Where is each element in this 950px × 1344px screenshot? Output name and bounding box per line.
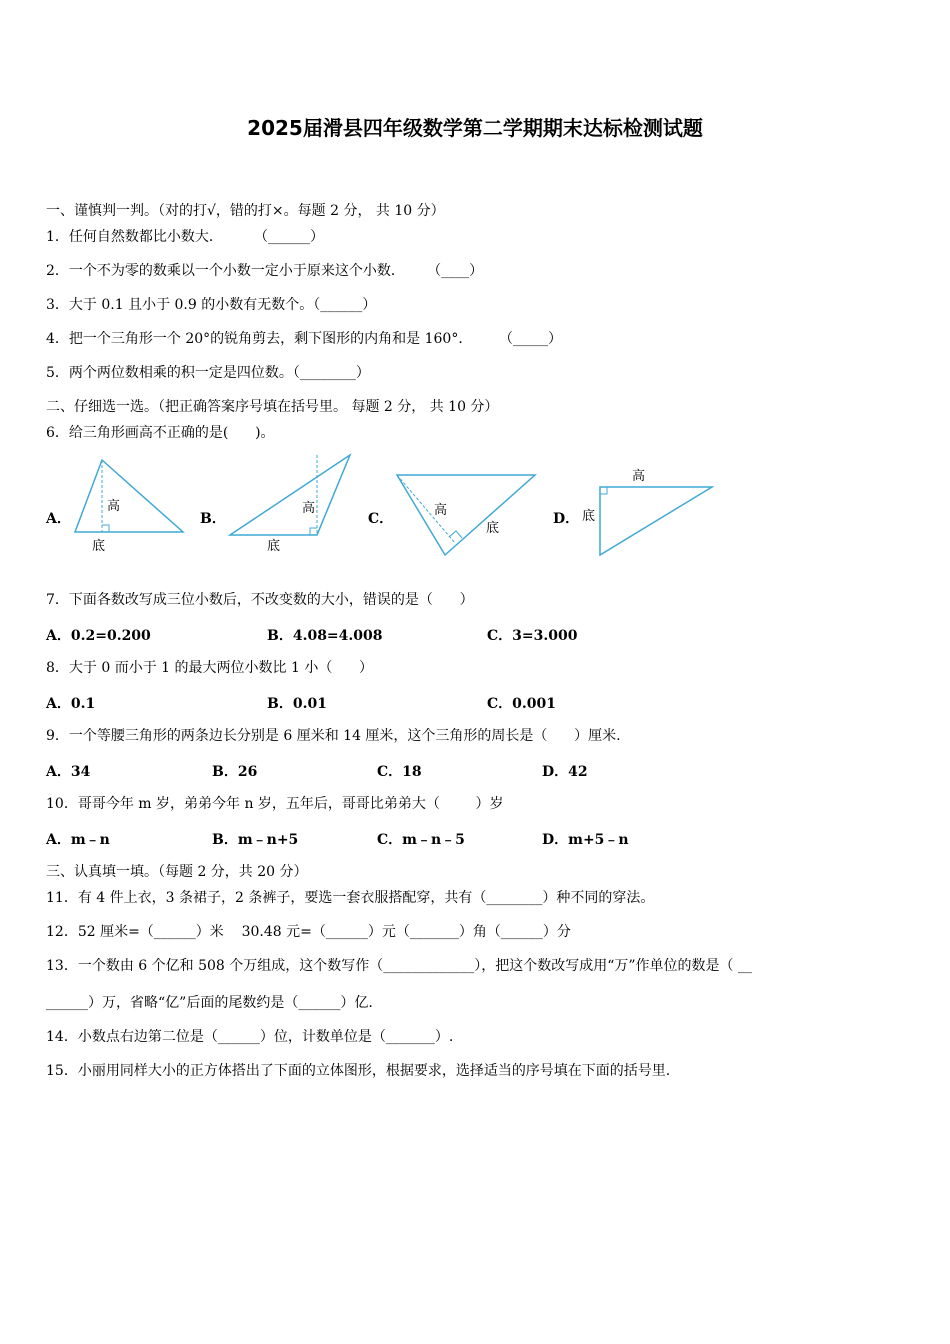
q8-option-c: C．0.001 xyxy=(487,696,556,712)
q8-option-a: A．0.1 xyxy=(46,696,96,712)
triangle-figure-c xyxy=(390,470,540,560)
question-11: 11．有 4 件上衣，3 条裙子，2 条裤子，要选一套衣服搭配穿，共有（________）种不同的穿法。 xyxy=(46,890,655,906)
q9-option-c: C．18 xyxy=(377,764,422,780)
q10-option-c: C．m﹣n﹣5 xyxy=(377,832,465,848)
triangle-figure-a xyxy=(70,455,190,555)
question-3: 3．大于 0.1 且小于 0.9 的小数有无数个。（______） xyxy=(46,297,377,313)
q8-option-b: B．0.01 xyxy=(267,696,327,712)
page-title: 2025届滑县四年级数学第二学期期末达标检测试题 xyxy=(247,116,703,140)
section-heading-1: 一、谨慎判一判。（对的打√，错的打×。每题 2 分， 共 10 分） xyxy=(46,203,445,219)
option-d-label: D． xyxy=(553,511,580,527)
height-label: 高 xyxy=(434,503,448,518)
question-2: 2．一个不为零的数乘以一个小数一定小于原来这个小数． （____） xyxy=(46,263,484,279)
q7-option-a: A．0.2=0.200 xyxy=(46,628,151,644)
height-label: 高 xyxy=(302,501,316,516)
question-1: 1．任何自然数都比小数大． （______） xyxy=(46,229,325,245)
question-9: 9．一个等腰三角形的两条边长分别是 6 厘米和 14 厘米，这个三角形的周长是（ ）厘米. xyxy=(46,728,621,744)
q7-option-c: C．3=3.000 xyxy=(487,628,578,644)
option-c-label: C． xyxy=(368,511,394,527)
option-a-label: A． xyxy=(46,511,71,527)
question-10: 10．哥哥今年 m 岁，弟弟今年 n 岁，五年后，哥哥比弟弟大（ ）岁 xyxy=(46,796,504,812)
question-8: 8．大于 0 而小于 1 的最大两位小数比 1 小（ ） xyxy=(46,660,374,676)
base-label: 底 xyxy=(582,509,596,524)
question-13: 13．一个数由 6 个亿和 508 个万组成，这个数写作（_____________），把这个数改写成用“万”作单位的数是（ __ xyxy=(46,958,753,974)
height-label: 高 xyxy=(107,499,121,514)
q7-option-b: B．4.08=4.008 xyxy=(267,628,383,644)
q10-option-d: D．m+5﹣n xyxy=(542,832,629,848)
option-b-label: B． xyxy=(200,511,226,527)
question-13-continued: ______）万，省略“亿”后面的尾数约是（______）亿. xyxy=(46,995,373,1011)
question-15: 15．小丽用同样大小的正方体搭出了下面的立体图形，根据要求，选择适当的序号填在下面的括号里. xyxy=(46,1063,671,1079)
question-7: 7．下面各数改写成三位小数后，不改变数的大小，错误的是（ ） xyxy=(46,592,474,608)
base-label: 底 xyxy=(92,539,106,554)
question-5: 5．两个两位数相乘的积一定是四位数。（________） xyxy=(46,365,370,381)
question-6: 6．给三角形画高不正确的是( )。 xyxy=(46,425,275,441)
base-label: 底 xyxy=(267,539,281,554)
triangle-figure-b xyxy=(225,450,355,555)
q9-option-d: D．42 xyxy=(542,764,588,780)
q10-option-a: A．m﹣n xyxy=(46,832,110,848)
base-label: 底 xyxy=(486,521,500,536)
q9-option-b: B．26 xyxy=(212,764,258,780)
question-4: 4．把一个三角形一个 20°的锐角剪去，剩下图形的内角和是 160°． （_____） xyxy=(46,331,563,347)
height-label: 高 xyxy=(632,469,646,484)
triangle-figure-d xyxy=(575,460,720,560)
question-14: 14．小数点右边第二位是（______）位，计数单位是（_______）. xyxy=(46,1029,454,1045)
question-12: 12．52 厘米=（______）米 30.48 元=（______）元（_______）角（______）分 xyxy=(46,924,571,940)
q9-option-a: A．34 xyxy=(46,764,91,780)
section-heading-3: 三、认真填一填。（每题 2 分，共 20 分） xyxy=(46,864,308,880)
section-heading-2: 二、仔细选一选。（把正确答案序号填在括号里。 每题 2 分， 共 10 分） xyxy=(46,399,499,415)
q10-option-b: B．m﹣n+5 xyxy=(212,832,299,848)
